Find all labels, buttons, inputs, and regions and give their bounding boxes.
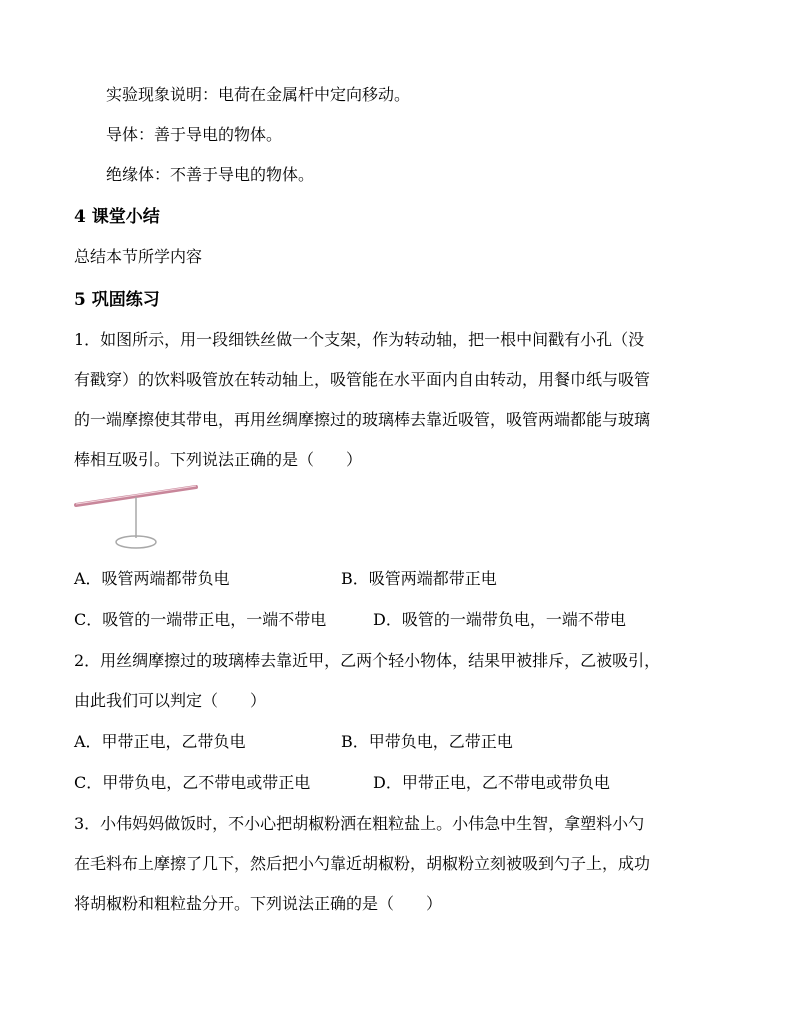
q1-line-4: 棒相互吸引。下列说法正确的是（ ） [74, 450, 363, 469]
q3-line-1: 3．小伟妈妈做饭时，不小心把胡椒粉洒在粗粒盐上。小伟急中生智，拿塑料小勺 [74, 814, 645, 833]
q2-option-b: B．甲带负电，乙带正电 [341, 732, 513, 751]
q1-line-2: 有戳穿）的饮料吸管放在转动轴上，吸管能在水平面内自由转动，用餐巾纸与吸管 [74, 370, 651, 389]
conductor-definition: 导体：善于导电的物体。 [106, 125, 283, 144]
insulator-definition: 绝缘体：不善于导电的物体。 [106, 165, 315, 184]
q2-option-d: D．甲带正电，乙不带电或带负电 [373, 773, 610, 792]
q2-option-a: A．甲带正电，乙带负电 [74, 732, 246, 751]
phenomenon-text: 实验现象说明：电荷在金属杆中定向移动。 [106, 85, 411, 104]
q2-line-2: 由此我们可以判定（ ） [74, 691, 267, 710]
section4-heading: 4 课堂小结 [74, 207, 160, 227]
straw-stand-figure [70, 480, 210, 554]
q3-line-3: 将胡椒粉和粗粒盐分开。下列说法正确的是（ ） [74, 894, 443, 913]
q2-line-1: 2．用丝绸摩擦过的玻璃棒去靠近甲，乙两个轻小物体，结果甲被排斥，乙被吸引， [74, 651, 661, 670]
section5-heading: 5 巩固练习 [74, 290, 160, 310]
q1-option-b: B．吸管两端都带正电 [341, 569, 497, 588]
q2-option-c: C．甲带负电，乙不带电或带正电 [74, 773, 311, 792]
q1-line-1: 1．如图所示，用一段细铁丝做一个支架，作为转动轴，把一根中间戳有小孔（没 [74, 330, 645, 349]
q1-option-a: A．吸管两端都带负电 [74, 569, 230, 588]
q1-option-d: D．吸管的一端带负电，一端不带电 [373, 610, 626, 629]
section4-text: 总结本节所学内容 [74, 247, 203, 266]
q1-option-c: C．吸管的一端带正电，一端不带电 [74, 610, 327, 629]
q1-line-3: 的一端摩擦使其带电，再用丝绸摩擦过的玻璃棒去靠近吸管，吸管两端都能与玻璃 [74, 410, 651, 429]
q3-line-2: 在毛料布上摩擦了几下，然后把小勺靠近胡椒粉，胡椒粉立刻被吸到勺子上，成功 [74, 854, 651, 873]
